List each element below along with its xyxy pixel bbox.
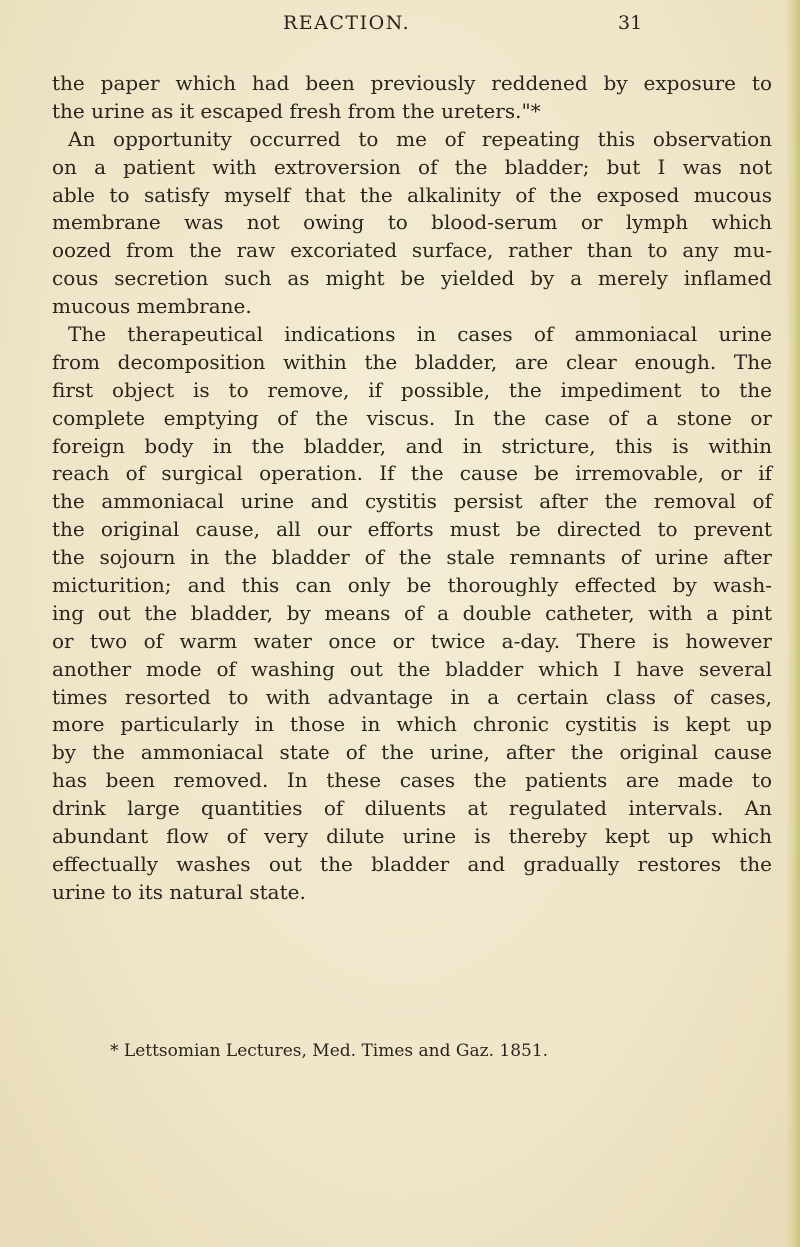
text-line: first object is to remove, if possible, the impediment to the <box>52 377 772 402</box>
text-line: foreign body in the bladder, and in stricture, this is within <box>52 433 772 458</box>
text-line: has been removed. In these cases the patients are made to <box>52 768 772 793</box>
text-line: An opportunity occurred to me of repeating this observation <box>68 126 772 151</box>
text-line: the paper which had been previously reddened by exposure to <box>52 71 772 95</box>
text-line: drink large quantities of diluents at regulated intervals. An <box>52 796 772 821</box>
body-text <box>52 70 772 907</box>
text-line: another mode of washing out the bladder which I have several <box>52 656 772 681</box>
text-line: micturition; and this can only be thoroughly effected by wash- <box>52 573 772 598</box>
text-line: complete emptying of the viscus. In the case of a stone or <box>52 405 772 430</box>
text-line: mucous membrane. <box>52 294 252 319</box>
text-line: or two of warm water once or twice a-day. There is however <box>52 628 772 653</box>
footnote: * Lettsomian Lectures, Med. Times and Gaz. 1851. <box>110 1041 549 1061</box>
text-line: more particularly in those in which chronic cystitis is kept up <box>52 712 772 737</box>
running-head <box>0 4 800 44</box>
text-line: the sojourn in the bladder of the stale remnants of urine after <box>52 545 772 570</box>
running-title: REACTION. <box>283 12 411 34</box>
text-line: the ammoniacal urine and cystitis persist after the removal of <box>52 489 772 514</box>
text-line: abundant flow of very dilute urine is thereby kept up which <box>52 824 772 849</box>
text-line: oozed from the raw excoriated surface, rather than to any mu- <box>52 238 772 263</box>
text-line: able to satisfy myself that the alkalinity of the exposed mucous <box>52 182 772 207</box>
text-line: urine to its natural state. <box>52 879 306 904</box>
text-line: the urine as it escaped fresh from the ureters."* <box>52 98 541 123</box>
text-line: the original cause, all our efforts must be directed to prevent <box>52 517 772 542</box>
text-line: by the ammoniacal state of the urine, after the original cause <box>52 740 772 765</box>
text-line: reach of surgical operation. If the cause be irremovable, or if <box>52 461 772 486</box>
page-edge-shadow <box>786 0 800 1247</box>
text-line: times resorted to with advantage in a certain class of cases, <box>52 684 772 709</box>
text-line: from decomposition within the bladder, are clear enough. The <box>52 349 772 374</box>
text-line: The therapeutical indications in cases of ammoniacal urine <box>68 322 772 347</box>
text-line: ing out the bladder, by means of a double catheter, with a pint <box>52 600 772 625</box>
text-line: effectually washes out the bladder and gradually restores the <box>52 851 772 876</box>
text-line: on a patient with extroversion of the bladder; but I was not <box>52 154 772 179</box>
text-line: cous secretion such as might be yielded by a merely inflamed <box>52 266 772 291</box>
text-line: membrane was not owing to blood-serum or lymph which <box>52 210 772 235</box>
page-number: 31 <box>618 12 643 34</box>
